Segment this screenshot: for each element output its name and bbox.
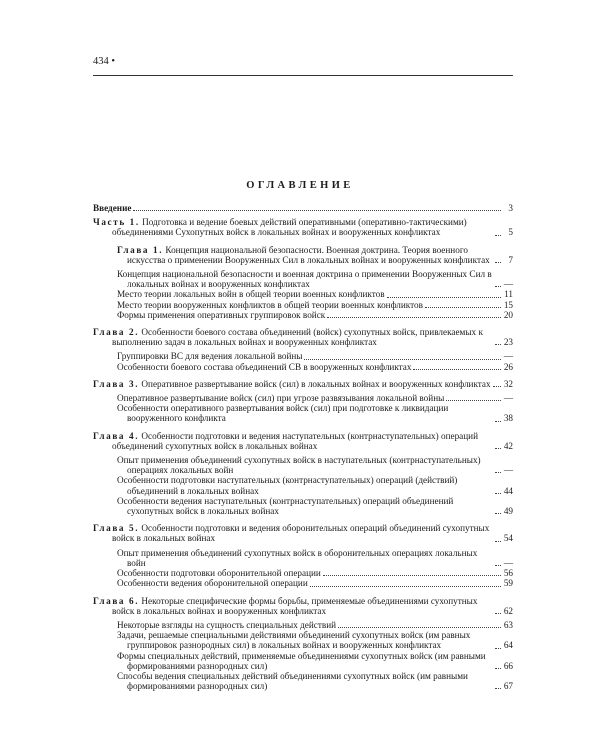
dot-leader	[495, 421, 501, 422]
toc-entry-text: Особенности подготовки оборонительной операции	[117, 568, 321, 579]
toc-entry-page: —	[503, 465, 513, 476]
toc-entry-text: Способы ведения специальных действий объединениями сухопутных войск (им равными формированиями разнородных сил)	[117, 670, 468, 692]
dot-leader	[495, 648, 501, 649]
toc-entry-page: 26	[503, 361, 513, 372]
toc-entry-text: Опыт применения объединений сухопутных войск в наступательных (контрнаступательных) операциях локальных войн	[117, 455, 481, 476]
toc-title: ОГЛАВЛЕНИЕ	[246, 180, 354, 191]
dot-leader	[495, 565, 501, 566]
dot-leader	[495, 613, 501, 614]
toc-entry-page: 11	[504, 289, 513, 300]
toc-entry-section[interactable]	[93, 393, 513, 403]
toc-entry-section[interactable]	[93, 310, 513, 320]
dot-leader	[495, 448, 501, 449]
toc-entry-section[interactable]	[93, 496, 513, 516]
toc-entry-text: Место теории локальных войн в общей теории военных конфликтов	[117, 289, 385, 300]
chapter-prefix: Глава 6.	[93, 595, 140, 606]
toc-entry-chapter-2[interactable]	[93, 327, 513, 347]
toc-entry-text: Оперативное развертывание войск (сил) в локальных войнах и вооруженных конфликтах	[141, 378, 491, 389]
toc-entry-page: 3	[508, 203, 513, 213]
toc-entry-text: Некоторые специфические формы борьбы, применяемые объединениями сухопутных войск в локальных войнах и вооруженных конфликтах	[112, 595, 478, 616]
toc-entry-part-1[interactable]	[93, 217, 513, 237]
header-rule	[93, 75, 513, 76]
toc-entry-text: Некоторые взгляды на сущность специальных действий	[117, 619, 337, 630]
dot-leader	[304, 359, 501, 360]
toc-entry-page: 42	[503, 440, 513, 451]
toc-entry-page: 5	[508, 227, 513, 238]
page-number: 434 •	[93, 56, 116, 67]
toc-entry-page: —	[503, 393, 513, 404]
toc-entry-introduction[interactable]	[93, 203, 513, 213]
toc-entry-section[interactable]	[93, 455, 513, 475]
dot-leader	[495, 344, 501, 345]
dot-leader	[425, 307, 501, 308]
toc-entry-chapter-1[interactable]	[93, 245, 513, 265]
toc-entry-page: 59	[503, 578, 513, 589]
toc-entry-section[interactable]	[93, 403, 513, 423]
chapter-prefix: Глава 5.	[93, 523, 140, 534]
toc-entry-text: Формы применения оперативных группировок войск	[117, 309, 326, 320]
toc-entry-text: Особенности ведения оборонительной операции	[117, 578, 308, 589]
toc-entry-page: 64	[503, 640, 513, 651]
toc-entry-page: 54	[503, 533, 513, 544]
dot-leader	[387, 297, 501, 298]
dot-leader	[495, 286, 501, 287]
dot-leader	[327, 317, 501, 318]
toc-entry-text: Место теории вооруженных конфликтов в общей теории военных конфликтов	[117, 299, 423, 310]
toc-entry-text: Концепция национальной безопасности. Военная доктрина. Теория военного искусства о применении Вооруженных Сил в локальных войнах и вооруженных конфликтах	[127, 244, 490, 265]
toc-entry-page: —	[503, 557, 513, 568]
dot-leader	[495, 472, 501, 473]
toc-entry-text: Особенности подготовки наступательных (контрнаступательных) операций (действий) объединений в локальных войнах	[117, 475, 458, 496]
toc-entry-text: Формы специальных действий, применяемые объединениями сухопутных войск (им равными формированиями разнородных сил)	[117, 650, 486, 671]
toc-entry-chapter-3[interactable]	[93, 379, 513, 389]
toc-entry-page: —	[503, 351, 513, 362]
toc-entry-text: Особенности боевого состава объединений (войск) сухопутных войск, привлекаемых к выполнению задач в локальных войнах и вооруженных конфликтах	[112, 327, 483, 348]
toc-entry-text: Особенности подготовки и ведения наступательных (контрнаступательных) операций объединений сухопутных войск в локальных войнах	[112, 430, 478, 451]
chapter-prefix: Глава 3.	[93, 378, 140, 389]
toc-entry-text: Введение	[93, 203, 132, 213]
toc-entry-page: 62	[503, 605, 513, 616]
toc-entry-section[interactable]	[93, 630, 513, 650]
toc-entry-page: 56	[503, 568, 513, 579]
toc-entry-page: 66	[503, 660, 513, 671]
toc-entry-page: 32	[503, 378, 513, 389]
toc-entry-text: Задачи, решаемые специальными действиями объединений сухопутных войск (им равных группировок разнородных сил) в локальных войнах и вооруженных конфликтах	[117, 630, 471, 651]
toc-entry-page: 7	[508, 254, 513, 265]
toc-entry-section[interactable]	[93, 475, 513, 495]
dot-leader	[495, 541, 501, 542]
dot-leader	[495, 235, 501, 236]
toc-entry-text: Оперативное развертывание войск (сил) при угрозе развязывания локальной войны	[117, 393, 445, 404]
dot-leader	[495, 493, 501, 494]
toc-entry-text: Концепция национальной безопасности и военная доктрина о применении Вооруженных Сил в локальных войнах и вооруженных конфликтах	[117, 269, 492, 290]
toc-entry-page: 20	[503, 309, 513, 320]
toc-entry-section[interactable]	[93, 568, 513, 578]
toc-entry-section[interactable]	[93, 671, 513, 691]
chapter-prefix: Глава 4.	[93, 430, 140, 441]
toc-entry-section[interactable]	[93, 548, 513, 568]
toc-entry-chapter-4[interactable]	[93, 431, 513, 451]
toc-entry-page: 15	[503, 299, 513, 310]
toc-entry-section[interactable]	[93, 620, 513, 630]
toc-entry-page: 23	[503, 337, 513, 348]
dot-leader	[446, 400, 501, 401]
dot-leader	[323, 575, 501, 576]
toc-entry-page: 38	[503, 413, 513, 424]
toc-entry-chapter-5[interactable]	[93, 523, 513, 543]
toc-entry-page: 49	[503, 506, 513, 517]
toc-entry-text: Подготовка и ведение боевых действий оперативными (оперативно-тактическими) объединениями Сухопутных войск в локальных войнах и вооруженных конфликтах	[112, 217, 467, 238]
toc-entry-text: Особенности оперативного развертывания войск (сил) при подготовке к ликвидации вооруженного конфликта	[117, 403, 449, 424]
toc-entry-page: —	[503, 279, 513, 290]
toc-entry-text: Особенности боевого состава объединений СВ в вооруженных конфликтах	[117, 361, 412, 372]
toc-entry-section[interactable]	[93, 351, 513, 361]
dot-leader	[338, 627, 501, 628]
dot-leader	[495, 668, 501, 669]
toc-entry-section[interactable]	[93, 300, 513, 310]
toc-entry-section[interactable]	[93, 289, 513, 299]
dot-leader	[495, 688, 501, 689]
toc-entry-section[interactable]	[93, 362, 513, 372]
part-prefix: Часть 1.	[93, 217, 140, 228]
dot-leader	[310, 586, 501, 587]
toc-entry-page: 44	[503, 485, 513, 496]
toc-entry-page: 63	[503, 619, 513, 630]
toc-entry-text: Особенности подготовки и ведения оборонительных операций объединений сухопутных войск в локальных войнах	[112, 523, 490, 544]
toc-entry-chapter-6[interactable]	[93, 596, 513, 616]
toc-entry-page: 67	[503, 681, 513, 692]
toc-entry-section[interactable]	[93, 651, 513, 671]
dot-leader	[413, 369, 501, 370]
dot-leader	[133, 210, 501, 211]
chapter-prefix: Глава 2.	[93, 327, 140, 338]
toc-entry-text: Группировки ВС для ведения локальной войны	[117, 351, 303, 362]
chapter-prefix: Глава 1.	[117, 244, 164, 255]
table-of-contents	[93, 203, 513, 691]
dot-leader	[495, 262, 501, 263]
toc-entry-text: Особенности ведения наступательных (контрнаступательных) операций объединений сухопутных войск в локальных войнах	[117, 495, 454, 517]
toc-entry-section[interactable]	[93, 269, 513, 289]
toc-entry-text: Опыт применения объединений сухопутных войск в оборонительных операциях локальных войн	[117, 547, 478, 568]
toc-entry-section[interactable]	[93, 578, 513, 588]
dot-leader	[493, 386, 501, 387]
dot-leader	[495, 513, 501, 514]
